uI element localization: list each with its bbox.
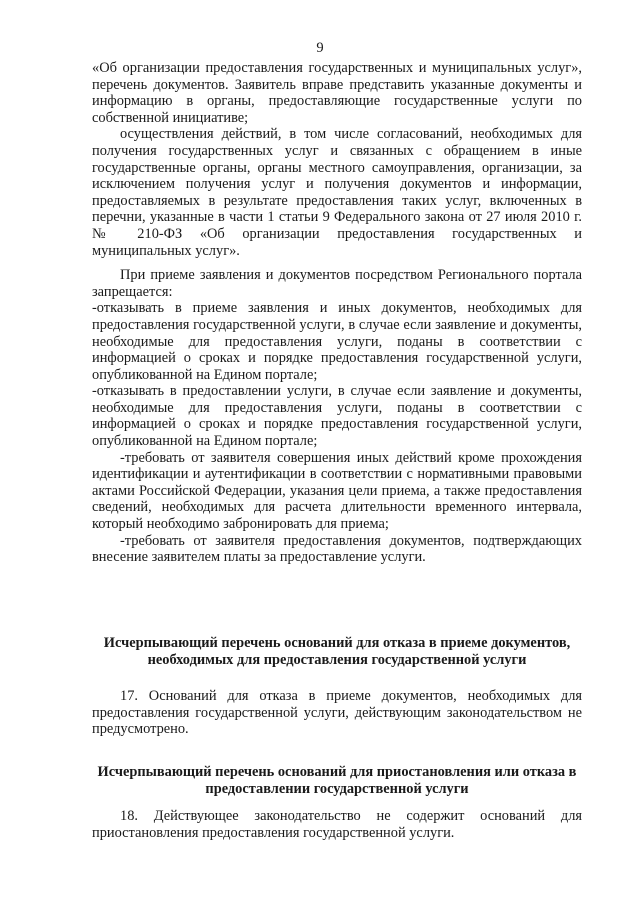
section-heading-suspension: Исчерпывающий перечень оснований для приостановления или отказа в предоставлении государственной услуги — [97, 764, 577, 797]
main-text-block — [92, 60, 582, 566]
list-item-refuse-service: -отказывать в предоставлении услуги, в случае если заявление и документы, необходимые для предоставления услуги, поданы в соответствии с информацией о сроках и порядке предоставления государственной услуги, опубликованной на Едином портале; — [92, 383, 582, 450]
paragraph-18-block — [92, 808, 582, 841]
page-number: 9 — [316, 40, 324, 56]
paragraph-18: 18. Действующее законодательство не содержит оснований для приостановления предоставления государственной услуги. — [92, 808, 582, 841]
section-heading-refusal-acceptance: Исчерпывающий перечень оснований для отказа в приеме документов, необходимых для предоставления государственной услуги — [103, 635, 571, 668]
paragraph-actions: осуществления действий, в том числе согласований, необходимых для получения государственных услуг и связанных с обращением в иные государственные органы, органы местного самоуправления, организации, за исключением получения услуг и получения документов и информации, предоставляемых в результате предоставления таких услуг, включенных в перечни, указанные в части 1 статьи 9 Федерального закона от 27 июля 2010 г. № 210-ФЗ «Об организации предоставления государственных и муниципальных услуг». — [92, 126, 582, 259]
paragraph-continuation: «Об организации предоставления государственных и муниципальных услуг», перечень документов. Заявитель вправе представить указанные документы и информацию в органы, предоставляющие государственные услуги по собственной инициативе; — [92, 60, 582, 126]
paragraph-17: 17. Оснований для отказа в приеме документов, необходимых для предоставления государственной услуги, действующим законодательством не предусмотрено. — [92, 688, 582, 738]
paragraph-portal-intro: При приеме заявления и документов посредством Регионального портала запрещается: — [92, 267, 582, 300]
list-item-refuse-accept: -отказывать в приеме заявления и иных документов, необходимых для предоставления государственной услуги, в случае если заявление и документы, необходимые для предоставления услуги, поданы в соответствии с информацией о сроках и порядке предоставления государственной услуги, опубликованной на Едином портале; — [92, 300, 582, 383]
list-item-require-documents: -требовать от заявителя предоставления документов, подтверждающих внесение заявителем платы за предоставление услуги. — [92, 532, 582, 566]
list-item-require-actions: -требовать от заявителя совершения иных действий кроме прохождения идентификации и аутентификации в соответствии с нормативными правовыми актами Российской Федерации, указания цели приема, а также предоставления сведений, необходимых для расчета длительности временного интервала, который необходимо забронировать для приема; — [92, 449, 582, 533]
paragraph-17-block — [92, 688, 582, 738]
